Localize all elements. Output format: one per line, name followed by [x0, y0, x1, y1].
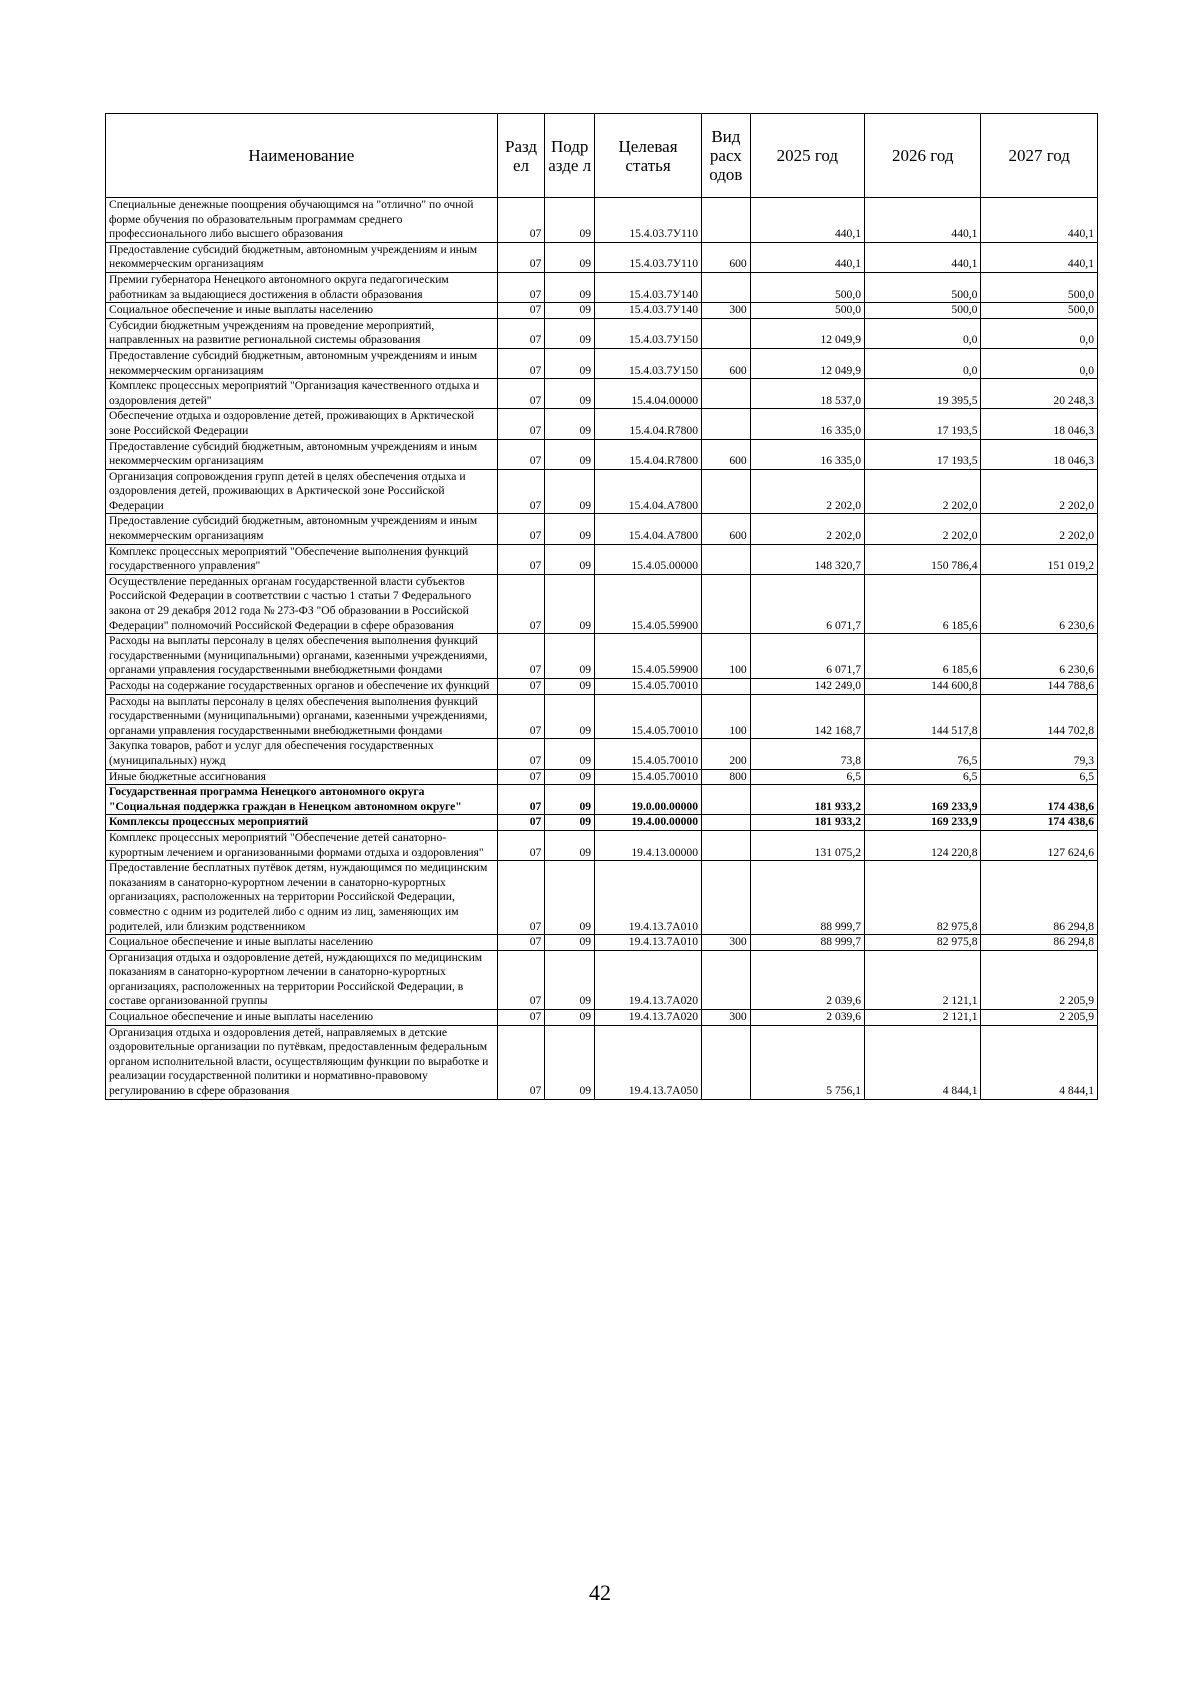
row-2025: 2 039,6	[750, 950, 864, 1009]
row-vid	[702, 1025, 751, 1099]
row-name: Социальное обеспечение и иные выплаты населению	[106, 1010, 498, 1026]
table-row	[106, 950, 1098, 1009]
row-razdel: 07	[497, 634, 545, 679]
row-2026: 82 975,8	[865, 861, 981, 935]
table-row	[106, 303, 1098, 319]
row-podrazdel: 09	[545, 574, 595, 633]
row-name: Обеспечение отдыха и оздоровление детей, проживающих в Арктической зоне Российской Федерации	[106, 409, 498, 439]
header-podrazdel: Подр азде л	[545, 114, 595, 198]
row-target: 15.4.03.7У140	[595, 272, 702, 302]
row-2027: 174 438,6	[981, 815, 1098, 831]
header-name: Наименование	[106, 114, 498, 198]
row-2026: 2 202,0	[865, 469, 981, 514]
row-target: 15.4.05.00000	[595, 544, 702, 574]
row-target: 15.4.04.А7800	[595, 469, 702, 514]
table-row	[106, 544, 1098, 574]
row-podrazdel: 09	[545, 469, 595, 514]
row-target: 15.4.04.R7800	[595, 439, 702, 469]
row-2027: 151 019,2	[981, 544, 1098, 574]
row-target: 15.4.04.А7800	[595, 514, 702, 544]
row-name: Комплексы процессных мероприятий	[106, 815, 498, 831]
row-2025: 6,5	[750, 769, 864, 785]
row-2027: 127 624,6	[981, 830, 1098, 860]
row-name: Комплекс процессных мероприятий "Обеспечение детей санаторно-курортным лечением и организованными формами отдыха и оздоровления"	[106, 830, 498, 860]
row-name: Расходы на выплаты персоналу в целях обеспечения выполнения функций государственными (муниципальными) органами, казенными учреждениями, органами управления государственными внебюджетными фондами	[106, 634, 498, 679]
row-2027: 86 294,8	[981, 861, 1098, 935]
row-2025: 16 335,0	[750, 409, 864, 439]
row-2025: 12 049,9	[750, 318, 864, 348]
row-2025: 5 756,1	[750, 1025, 864, 1099]
row-2026: 144 517,8	[865, 694, 981, 739]
row-2027: 144 702,8	[981, 694, 1098, 739]
row-vid	[702, 469, 751, 514]
row-name: Социальное обеспечение и иные выплаты населению	[106, 935, 498, 951]
table-row	[106, 439, 1098, 469]
row-podrazdel: 09	[545, 815, 595, 831]
header-target: Целевая статья	[595, 114, 702, 198]
row-2025: 142 249,0	[750, 679, 864, 695]
row-podrazdel: 09	[545, 379, 595, 409]
row-podrazdel: 09	[545, 318, 595, 348]
row-vid	[702, 198, 751, 243]
row-2025: 2 202,0	[750, 469, 864, 514]
row-2025: 181 933,2	[750, 785, 864, 815]
row-vid: 800	[702, 769, 751, 785]
row-target: 15.4.05.59900	[595, 634, 702, 679]
row-2027: 86 294,8	[981, 935, 1098, 951]
row-name: Предоставление субсидий бюджетным, автономным учреждениям и иным некоммерческим организациям	[106, 439, 498, 469]
row-vid	[702, 679, 751, 695]
row-podrazdel: 09	[545, 303, 595, 319]
table-row	[106, 694, 1098, 739]
row-2026: 2 121,1	[865, 1010, 981, 1026]
row-2027: 440,1	[981, 198, 1098, 243]
row-2026: 144 600,8	[865, 679, 981, 695]
row-2027: 500,0	[981, 272, 1098, 302]
table-row	[106, 1010, 1098, 1026]
row-2025: 2 202,0	[750, 514, 864, 544]
row-target: 19.4.13.7А020	[595, 950, 702, 1009]
table-row	[106, 679, 1098, 695]
row-vid	[702, 272, 751, 302]
row-podrazdel: 09	[545, 950, 595, 1009]
row-vid	[702, 318, 751, 348]
row-podrazdel: 09	[545, 739, 595, 769]
row-podrazdel: 09	[545, 1010, 595, 1026]
budget-table	[105, 113, 1098, 1100]
table-header	[106, 114, 1098, 198]
row-vid: 600	[702, 439, 751, 469]
table-row	[106, 348, 1098, 378]
header-2027: 2027 год	[981, 114, 1098, 198]
row-name: Осуществление переданных органам государственной власти субъектов Российской Федерации в соответствии с частью 1 статьи 7 Федерального закона от 29 декабря 2012 года № 273-ФЗ "Об образовании в Российской Федерации" полномочий Российской Федерации в сфере образования	[106, 574, 498, 633]
row-target: 19.4.00.00000	[595, 815, 702, 831]
row-razdel: 07	[497, 469, 545, 514]
row-2026: 500,0	[865, 272, 981, 302]
row-vid: 300	[702, 303, 751, 319]
row-target: 15.4.03.7У150	[595, 318, 702, 348]
header-2026: 2026 год	[865, 114, 981, 198]
row-podrazdel: 09	[545, 679, 595, 695]
row-podrazdel: 09	[545, 348, 595, 378]
row-2027: 0,0	[981, 318, 1098, 348]
row-2025: 6 071,7	[750, 634, 864, 679]
row-2027: 18 046,3	[981, 409, 1098, 439]
row-target: 15.4.05.70010	[595, 694, 702, 739]
table-row	[106, 514, 1098, 544]
row-name: Предоставление субсидий бюджетным, автономным учреждениям и иным некоммерческим организациям	[106, 514, 498, 544]
row-target: 19.4.13.7А010	[595, 935, 702, 951]
row-target: 15.4.04.R7800	[595, 409, 702, 439]
row-2027: 2 202,0	[981, 514, 1098, 544]
row-podrazdel: 09	[545, 769, 595, 785]
row-target: 19.4.13.7А050	[595, 1025, 702, 1099]
row-2027: 0,0	[981, 348, 1098, 378]
row-name: Организация отдыха и оздоровление детей, нуждающихся по медицинским показаниям в санаторно-курортном лечении в санаторно-курортных организациях, расположенных на территории Российской Федерации, в составе организованной группы	[106, 950, 498, 1009]
row-2025: 12 049,9	[750, 348, 864, 378]
table-row	[106, 739, 1098, 769]
row-podrazdel: 09	[545, 830, 595, 860]
row-vid	[702, 544, 751, 574]
row-name: Организация отдыха и оздоровления детей, направляемых в детские оздоровительные организации по путёвкам, предоставленным федеральным органом исполнительной власти, осуществляющим функции по выработке и реализации государственной политики и нормативно-правовому регулированию в сфере образования	[106, 1025, 498, 1099]
row-name: Специальные денежные поощрения обучающимся на "отлично" по очной форме обучения по образовательным программам среднего профессионального либо высшего образования	[106, 198, 498, 243]
row-razdel: 07	[497, 439, 545, 469]
row-2026: 76,5	[865, 739, 981, 769]
row-target: 15.4.05.59900	[595, 574, 702, 633]
row-2026: 4 844,1	[865, 1025, 981, 1099]
row-razdel: 07	[497, 830, 545, 860]
row-razdel: 07	[497, 514, 545, 544]
table-row	[106, 785, 1098, 815]
row-target: 15.4.05.70010	[595, 769, 702, 785]
row-2027: 2 202,0	[981, 469, 1098, 514]
row-podrazdel: 09	[545, 409, 595, 439]
row-name: Расходы на содержание государственных органов и обеспечение их функций	[106, 679, 498, 695]
row-target: 15.4.05.70010	[595, 739, 702, 769]
row-target: 15.4.04.00000	[595, 379, 702, 409]
row-2025: 181 933,2	[750, 815, 864, 831]
header-2025: 2025 год	[750, 114, 864, 198]
row-name: Комплекс процессных мероприятий "Организация качественного отдыха и оздоровления детей"	[106, 379, 498, 409]
row-2026: 2 121,1	[865, 950, 981, 1009]
row-podrazdel: 09	[545, 242, 595, 272]
row-podrazdel: 09	[545, 634, 595, 679]
row-razdel: 07	[497, 785, 545, 815]
table-row	[106, 469, 1098, 514]
row-vid: 300	[702, 935, 751, 951]
row-2027: 6 230,6	[981, 634, 1098, 679]
row-2026: 17 193,5	[865, 439, 981, 469]
row-vid: 300	[702, 1010, 751, 1026]
row-vid	[702, 409, 751, 439]
row-2026: 124 220,8	[865, 830, 981, 860]
row-2025: 142 168,7	[750, 694, 864, 739]
row-name: Социальное обеспечение и иные выплаты населению	[106, 303, 498, 319]
row-2025: 88 999,7	[750, 935, 864, 951]
row-name: Премии губернатора Ненецкого автономного округа педагогическим работникам за выдающиеся достижения в области образования	[106, 272, 498, 302]
row-podrazdel: 09	[545, 785, 595, 815]
row-razdel: 07	[497, 544, 545, 574]
row-razdel: 07	[497, 694, 545, 739]
row-2027: 6 230,6	[981, 574, 1098, 633]
row-name: Комплекс процессных мероприятий "Обеспечение выполнения функций государственного управления"	[106, 544, 498, 574]
row-2025: 16 335,0	[750, 439, 864, 469]
row-2026: 6,5	[865, 769, 981, 785]
row-target: 19.4.13.7А020	[595, 1010, 702, 1026]
row-name: Субсидии бюджетным учреждениям на проведение мероприятий, направленных на развитие региональной системы образования	[106, 318, 498, 348]
row-2026: 6 185,6	[865, 634, 981, 679]
row-2026: 17 193,5	[865, 409, 981, 439]
row-vid	[702, 379, 751, 409]
row-2027: 2 205,9	[981, 950, 1098, 1009]
row-vid	[702, 830, 751, 860]
table-row	[106, 574, 1098, 633]
row-name: Закупка товаров, работ и услуг для обеспечения государственных (муниципальных) нужд	[106, 739, 498, 769]
table-row	[106, 379, 1098, 409]
row-2025: 148 320,7	[750, 544, 864, 574]
row-2027: 18 046,3	[981, 439, 1098, 469]
row-2025: 88 999,7	[750, 861, 864, 935]
row-razdel: 07	[497, 348, 545, 378]
row-podrazdel: 09	[545, 694, 595, 739]
row-2026: 150 786,4	[865, 544, 981, 574]
table-row	[106, 242, 1098, 272]
row-razdel: 07	[497, 242, 545, 272]
row-razdel: 07	[497, 935, 545, 951]
row-razdel: 07	[497, 679, 545, 695]
row-vid: 600	[702, 514, 751, 544]
row-name: Предоставление бесплатных путёвок детям, нуждающимся по медицинским показаниям в санаторно-курортном лечении в санаторно-курортных организациях, расположенных на территории Российской Федерации, совместно с одним из родителей либо с одним из лиц, заменяющих им родителей, или близким родственником	[106, 861, 498, 935]
row-name: Расходы на выплаты персоналу в целях обеспечения выполнения функций государственными (муниципальными) органами, казенными учреждениями, органами управления государственными внебюджетными фондами	[106, 694, 498, 739]
row-razdel: 07	[497, 1010, 545, 1026]
row-razdel: 07	[497, 815, 545, 831]
row-vid	[702, 785, 751, 815]
row-podrazdel: 09	[545, 198, 595, 243]
row-name: Предоставление субсидий бюджетным, автономным учреждениям и иным некоммерческим организациям	[106, 242, 498, 272]
row-2025: 500,0	[750, 303, 864, 319]
page-number: 42	[589, 1580, 611, 1605]
header-row	[106, 114, 1098, 198]
row-2026: 2 202,0	[865, 514, 981, 544]
table-row	[106, 769, 1098, 785]
row-podrazdel: 09	[545, 514, 595, 544]
row-2026: 440,1	[865, 242, 981, 272]
row-razdel: 07	[497, 379, 545, 409]
row-razdel: 07	[497, 409, 545, 439]
table-row	[106, 861, 1098, 935]
row-vid: 100	[702, 694, 751, 739]
row-2026: 0,0	[865, 318, 981, 348]
row-2026: 19 395,5	[865, 379, 981, 409]
table-body	[106, 198, 1098, 1100]
table-row	[106, 935, 1098, 951]
row-vid: 100	[702, 634, 751, 679]
row-2025: 131 075,2	[750, 830, 864, 860]
row-2026: 500,0	[865, 303, 981, 319]
row-2025: 2 039,6	[750, 1010, 864, 1026]
table-row	[106, 318, 1098, 348]
row-2027: 6,5	[981, 769, 1098, 785]
table-row	[106, 830, 1098, 860]
row-2027: 144 788,6	[981, 679, 1098, 695]
row-2027: 440,1	[981, 242, 1098, 272]
row-vid: 600	[702, 348, 751, 378]
row-2025: 73,8	[750, 739, 864, 769]
row-2026: 440,1	[865, 198, 981, 243]
row-razdel: 07	[497, 769, 545, 785]
row-target: 19.4.13.00000	[595, 830, 702, 860]
row-target: 15.4.03.7У110	[595, 242, 702, 272]
row-target: 15.4.05.70010	[595, 679, 702, 695]
row-2027: 20 248,3	[981, 379, 1098, 409]
row-target: 19.4.13.7А010	[595, 861, 702, 935]
row-razdel: 07	[497, 303, 545, 319]
row-2027: 79,3	[981, 739, 1098, 769]
header-vid: Вид расх одов	[702, 114, 751, 198]
row-podrazdel: 09	[545, 935, 595, 951]
table-row	[106, 198, 1098, 243]
row-razdel: 07	[497, 950, 545, 1009]
row-2025: 6 071,7	[750, 574, 864, 633]
row-razdel: 07	[497, 272, 545, 302]
row-2027: 500,0	[981, 303, 1098, 319]
row-razdel: 07	[497, 318, 545, 348]
row-vid	[702, 574, 751, 633]
row-name: Иные бюджетные ассигнования	[106, 769, 498, 785]
row-razdel: 07	[497, 1025, 545, 1099]
row-podrazdel: 09	[545, 1025, 595, 1099]
row-target: 19.0.00.00000	[595, 785, 702, 815]
row-podrazdel: 09	[545, 861, 595, 935]
row-2027: 2 205,9	[981, 1010, 1098, 1026]
row-vid	[702, 861, 751, 935]
row-vid: 200	[702, 739, 751, 769]
row-razdel: 07	[497, 861, 545, 935]
row-2026: 169 233,9	[865, 785, 981, 815]
table-row	[106, 272, 1098, 302]
row-2025: 18 537,0	[750, 379, 864, 409]
row-2025: 440,1	[750, 198, 864, 243]
row-name: Государственная программа Ненецкого автономного округа "Социальная поддержка граждан в Ненецком автономном округе"	[106, 785, 498, 815]
table-row	[106, 1025, 1098, 1099]
row-2025: 500,0	[750, 272, 864, 302]
row-2026: 82 975,8	[865, 935, 981, 951]
row-vid	[702, 950, 751, 1009]
row-razdel: 07	[497, 574, 545, 633]
row-vid	[702, 815, 751, 831]
row-2026: 169 233,9	[865, 815, 981, 831]
row-target: 15.4.03.7У150	[595, 348, 702, 378]
row-target: 15.4.03.7У110	[595, 198, 702, 243]
header-razdel: Разд ел	[497, 114, 545, 198]
row-podrazdel: 09	[545, 544, 595, 574]
row-2025: 440,1	[750, 242, 864, 272]
row-2027: 4 844,1	[981, 1025, 1098, 1099]
row-vid: 600	[702, 242, 751, 272]
row-2027: 174 438,6	[981, 785, 1098, 815]
row-name: Организация сопровождения групп детей в целях обеспечения отдыха и оздоровления детей, проживающих в Арктической зоне Российской Федерации	[106, 469, 498, 514]
row-2026: 6 185,6	[865, 574, 981, 633]
row-razdel: 07	[497, 198, 545, 243]
row-2026: 0,0	[865, 348, 981, 378]
row-podrazdel: 09	[545, 272, 595, 302]
row-name: Предоставление субсидий бюджетным, автономным учреждениям и иным некоммерческим организациям	[106, 348, 498, 378]
row-target: 15.4.03.7У140	[595, 303, 702, 319]
table-row	[106, 815, 1098, 831]
table-row	[106, 409, 1098, 439]
row-razdel: 07	[497, 739, 545, 769]
table-row	[106, 634, 1098, 679]
row-podrazdel: 09	[545, 439, 595, 469]
